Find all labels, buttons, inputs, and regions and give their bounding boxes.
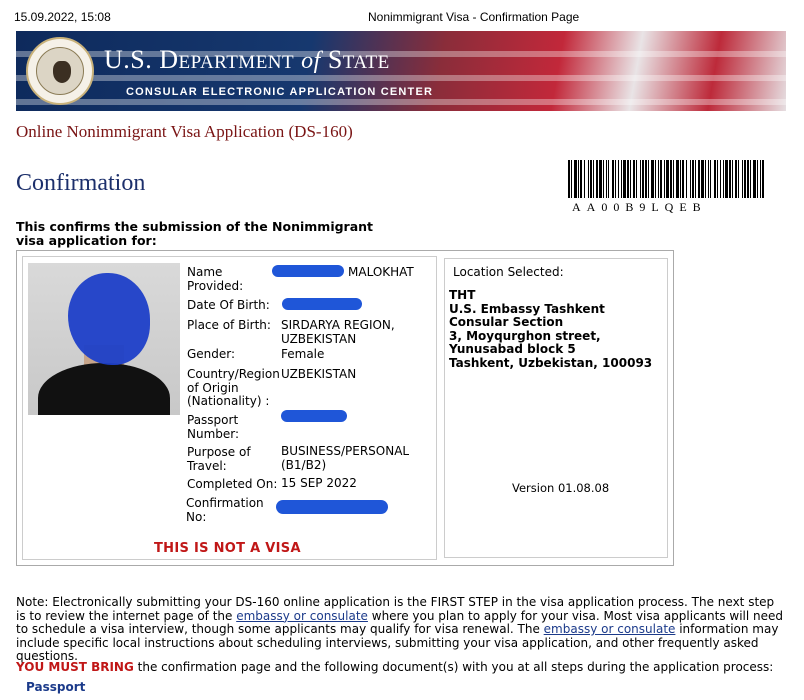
name-label: Name Provided: (187, 265, 244, 293)
next-steps-note: Note: Electronically submitting your DS-160 online application is the FIRST STEP in the visa application process. The next step is to review the internet page of the embassy or consulate where you plan to apply for your visa. Most visa applicants will need to schedule a visa interview, though some applicants may qualify for visa renewal. The embassy or consulate information may include specific local instructions about scheduling interviews, submitting your visa application, and other frequently asked questions. (16, 595, 784, 663)
location-code: THT (449, 288, 476, 302)
location-name: U.S. Embassy Tashkent Consular Section (449, 301, 605, 329)
confirmation-number-label: Confirmation No: (186, 496, 264, 524)
confirmation-statement: This confirms the submission of the Nonimmigrant visa application for: (16, 219, 374, 248)
application-title: Online Nonimmigrant Visa Application (DS-160) (16, 122, 353, 141)
location-city: Tashkent, Uzbekistan, 100093 (449, 355, 653, 370)
completed-label: Completed On: (187, 477, 278, 491)
barcode-text: AA00B9LQEB (572, 200, 707, 214)
print-page-title: Nonimmigrant Visa - Confirmation Page (368, 10, 580, 24)
barcode-image (568, 160, 766, 198)
country-value: UZBEKISTAN (281, 367, 357, 381)
must-bring-instruction: YOU MUST BRING the confirmation page and the following document(s) with you at all steps during the application process: (16, 660, 774, 674)
gender-label: Gender: (187, 347, 236, 361)
dob-redaction (282, 298, 362, 310)
name-value: MALOKHAT (348, 265, 414, 279)
version-text: Version 01.08.08 (512, 481, 610, 495)
confirmation-number-redaction (276, 500, 388, 514)
location-details (449, 289, 665, 370)
passport-redaction (281, 410, 347, 422)
embassy-consulate-info-link[interactable]: embassy or consulate (543, 622, 676, 636)
department-subtitle: CONSULAR ELECTRONIC APPLICATION CENTER (126, 86, 434, 98)
department-of-state-seal-icon (26, 37, 94, 105)
applicant-photo (28, 263, 180, 415)
embassy-consulate-link[interactable]: embassy or consulate (236, 608, 368, 623)
completed-value: 15 SEP 2022 (281, 476, 357, 490)
purpose-label: Purpose of Travel: (187, 445, 251, 473)
required-document-passport: Passport (26, 680, 86, 694)
passport-label: Passport Number: (187, 413, 240, 441)
gender-value: Female (281, 347, 325, 361)
purpose-value: BUSINESS/PERSONAL (B1/B2) (281, 444, 410, 472)
not-a-visa-warning: THIS IS NOT A VISA (154, 541, 301, 556)
department-title: U.S. DEPARTMENT of STATE (104, 45, 390, 74)
face-redaction (68, 273, 150, 365)
name-redaction (272, 265, 344, 277)
pob-label: Place of Birth: (187, 318, 271, 332)
country-label: Country/Region of Origin (Nationality) : (187, 367, 280, 408)
department-of-state-banner (16, 31, 786, 111)
dob-label: Date Of Birth: (187, 298, 270, 312)
print-timestamp: 15.09.2022, 15:08 (14, 10, 111, 24)
page-title: Confirmation (16, 170, 146, 196)
pob-value: SIRDARYA REGION, UZBEKISTAN (281, 318, 395, 346)
location-address: 3, Moyqurghon street, Yunusabad block 5 (449, 328, 601, 356)
location-label: Location Selected: (453, 265, 564, 279)
